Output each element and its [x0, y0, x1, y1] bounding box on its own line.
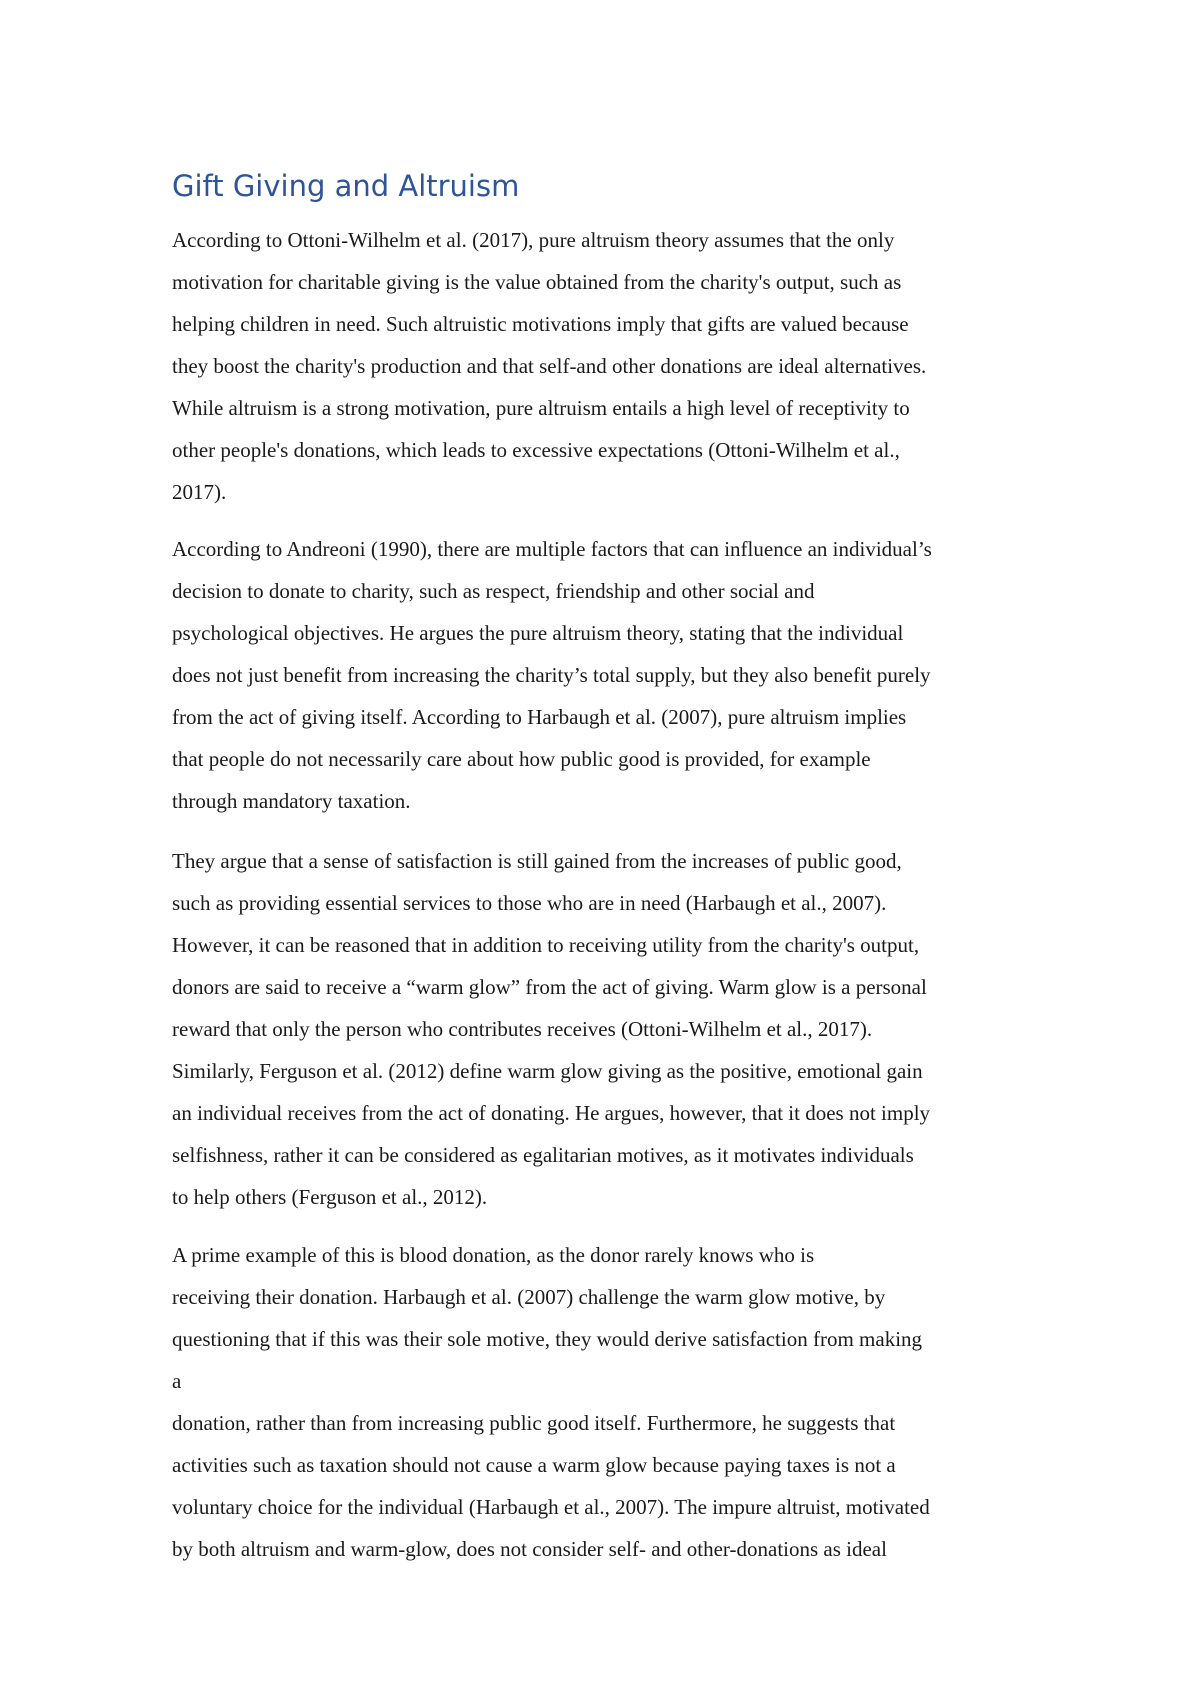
- paragraph-line: selfishness, rather it can be considered as egalitarian motives, as it motivates individuals: [172, 1143, 914, 1167]
- paragraph-line: donors are said to receive a “warm glow” from the act of giving. Warm glow is a personal: [172, 975, 927, 999]
- paragraph-line: they boost the charity's production and that self-and other donations are ideal alternatives.: [172, 354, 927, 378]
- paragraph-line: donation, rather than from increasing public good itself. Furthermore, he suggests that: [172, 1411, 896, 1435]
- paragraph-line: such as providing essential services to those who are in need (Harbaugh et al., 2007).: [172, 891, 887, 915]
- paragraph-line: voluntary choice for the individual (Harbaugh et al., 2007). The impure altruist, motivated: [172, 1495, 930, 1519]
- paragraph-line: motivation for charitable giving is the value obtained from the charity's output, such as: [172, 270, 902, 294]
- paragraph-3: [172, 840, 930, 1218]
- section-heading: Gift Giving and Altruism: [172, 169, 520, 203]
- paragraph-line: other people's donations, which leads to excessive expectations (Ottoni-Wilhelm et al.,: [172, 438, 900, 462]
- paragraph-line: from the act of giving itself. According to Harbaugh et al. (2007), pure altruism implies: [172, 705, 907, 729]
- paragraph-line: helping children in need. Such altruistic motivations imply that gifts are valued because: [172, 312, 909, 336]
- paragraph-line: psychological objectives. He argues the pure altruism theory, stating that the individual: [172, 621, 904, 645]
- paragraph-line: decision to donate to charity, such as respect, friendship and other social and: [172, 579, 815, 603]
- paragraph-1: [172, 219, 926, 513]
- paragraph-line: through mandatory taxation.: [172, 789, 411, 813]
- paragraph-line: receiving their donation. Harbaugh et al. (2007) challenge the warm glow motive, by: [172, 1285, 886, 1309]
- paragraph-line: questioning that if this was their sole motive, they would derive satisfaction from making: [172, 1327, 923, 1351]
- paragraph-line: that people do not necessarily care about how public good is provided, for example: [172, 747, 871, 771]
- paragraph-line: reward that only the person who contributes receives (Ottoni-Wilhelm et al., 2017).: [172, 1017, 873, 1041]
- paragraph-line: an individual receives from the act of donating. He argues, however, that it does not imply: [172, 1101, 931, 1125]
- paragraph-line: According to Ottoni-Wilhelm et al. (2017), pure altruism theory assumes that the only: [172, 228, 895, 252]
- paragraph-line: However, it can be reasoned that in addition to receiving utility from the charity's output,: [172, 933, 920, 957]
- paragraph-4: [172, 1234, 930, 1570]
- paragraph-line: According to Andreoni (1990), there are multiple factors that can influence an individual’s: [172, 537, 932, 561]
- paragraph-line: 2017).: [172, 480, 227, 504]
- paragraph-line: by both altruism and warm-glow, does not consider self- and other-donations as ideal: [172, 1537, 887, 1561]
- paragraph-line: A prime example of this is blood donation, as the donor rarely knows who is: [172, 1243, 815, 1267]
- paragraph-2: [172, 528, 932, 822]
- paragraph-line: activities such as taxation should not cause a warm glow because paying taxes is not a: [172, 1453, 896, 1477]
- paragraph-line: Similarly, Ferguson et al. (2012) define warm glow giving as the positive, emotional gain: [172, 1059, 923, 1083]
- paragraph-line: They argue that a sense of satisfaction is still gained from the increases of public good,: [172, 849, 902, 873]
- paragraph-line: a: [172, 1369, 182, 1393]
- paragraph-line: does not just benefit from increasing the charity’s total supply, but they also benefit purely: [172, 663, 931, 687]
- paragraph-line: to help others (Ferguson et al., 2012).: [172, 1185, 488, 1209]
- paragraph-line: While altruism is a strong motivation, pure altruism entails a high level of receptivity to: [172, 396, 910, 420]
